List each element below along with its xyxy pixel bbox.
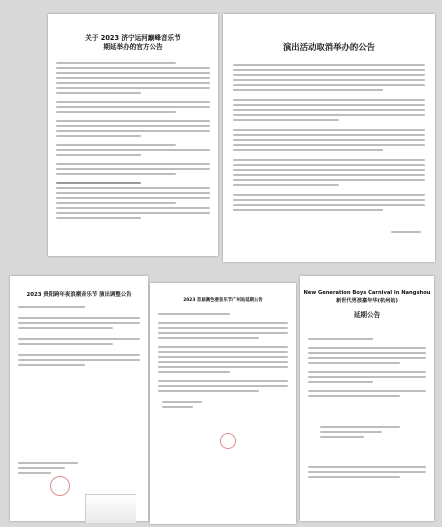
jining-title [48, 34, 218, 52]
hangzhou-footnote [308, 466, 426, 481]
guiyang-title: 2023 贵阳跨年夜浪潮音乐节 演出调整公告 [26, 292, 132, 298]
guangzhou-body [158, 313, 288, 395]
hangzhou-title-en: New Generation Boys Carnival in Nangshou [303, 290, 431, 296]
hangzhou-subtitle: 延期公告 [353, 311, 381, 319]
announcement-cancellation [223, 14, 435, 262]
guangzhou-sign [162, 401, 202, 411]
announcement-hangzhou-postponement [300, 276, 434, 521]
announcement-jining-festival [48, 14, 218, 256]
jining-title-line1: 关于 2023 济宁运河巅峰音乐节 [85, 34, 181, 42]
hangzhou-title [300, 289, 434, 305]
cancellation-title: 演出活动取消举办的公告 [282, 42, 376, 52]
hangzhou-body [308, 338, 426, 400]
jining-body [56, 62, 210, 222]
jining-title-line2: 期延举办的官方公告 [103, 43, 163, 51]
cancellation-signature [391, 231, 421, 233]
guangzhou-stamp [220, 433, 236, 449]
overlapping-sheet [85, 494, 136, 523]
announcement-guiyang-adjustment [10, 276, 148, 521]
cancellation-body [233, 64, 425, 214]
announcement-guangzhou-postponement [150, 283, 296, 524]
guiyang-footer [18, 462, 78, 477]
hangzhou-title-cn: 新世代男孩嘉年华(杭州站) [336, 298, 398, 304]
hangzhou-sign [320, 426, 400, 441]
guiyang-body [18, 306, 140, 369]
guiyang-stamp [50, 476, 70, 496]
guangzhou-title: 2023 首届潮色港音乐节广州站延期公告 [183, 298, 263, 303]
